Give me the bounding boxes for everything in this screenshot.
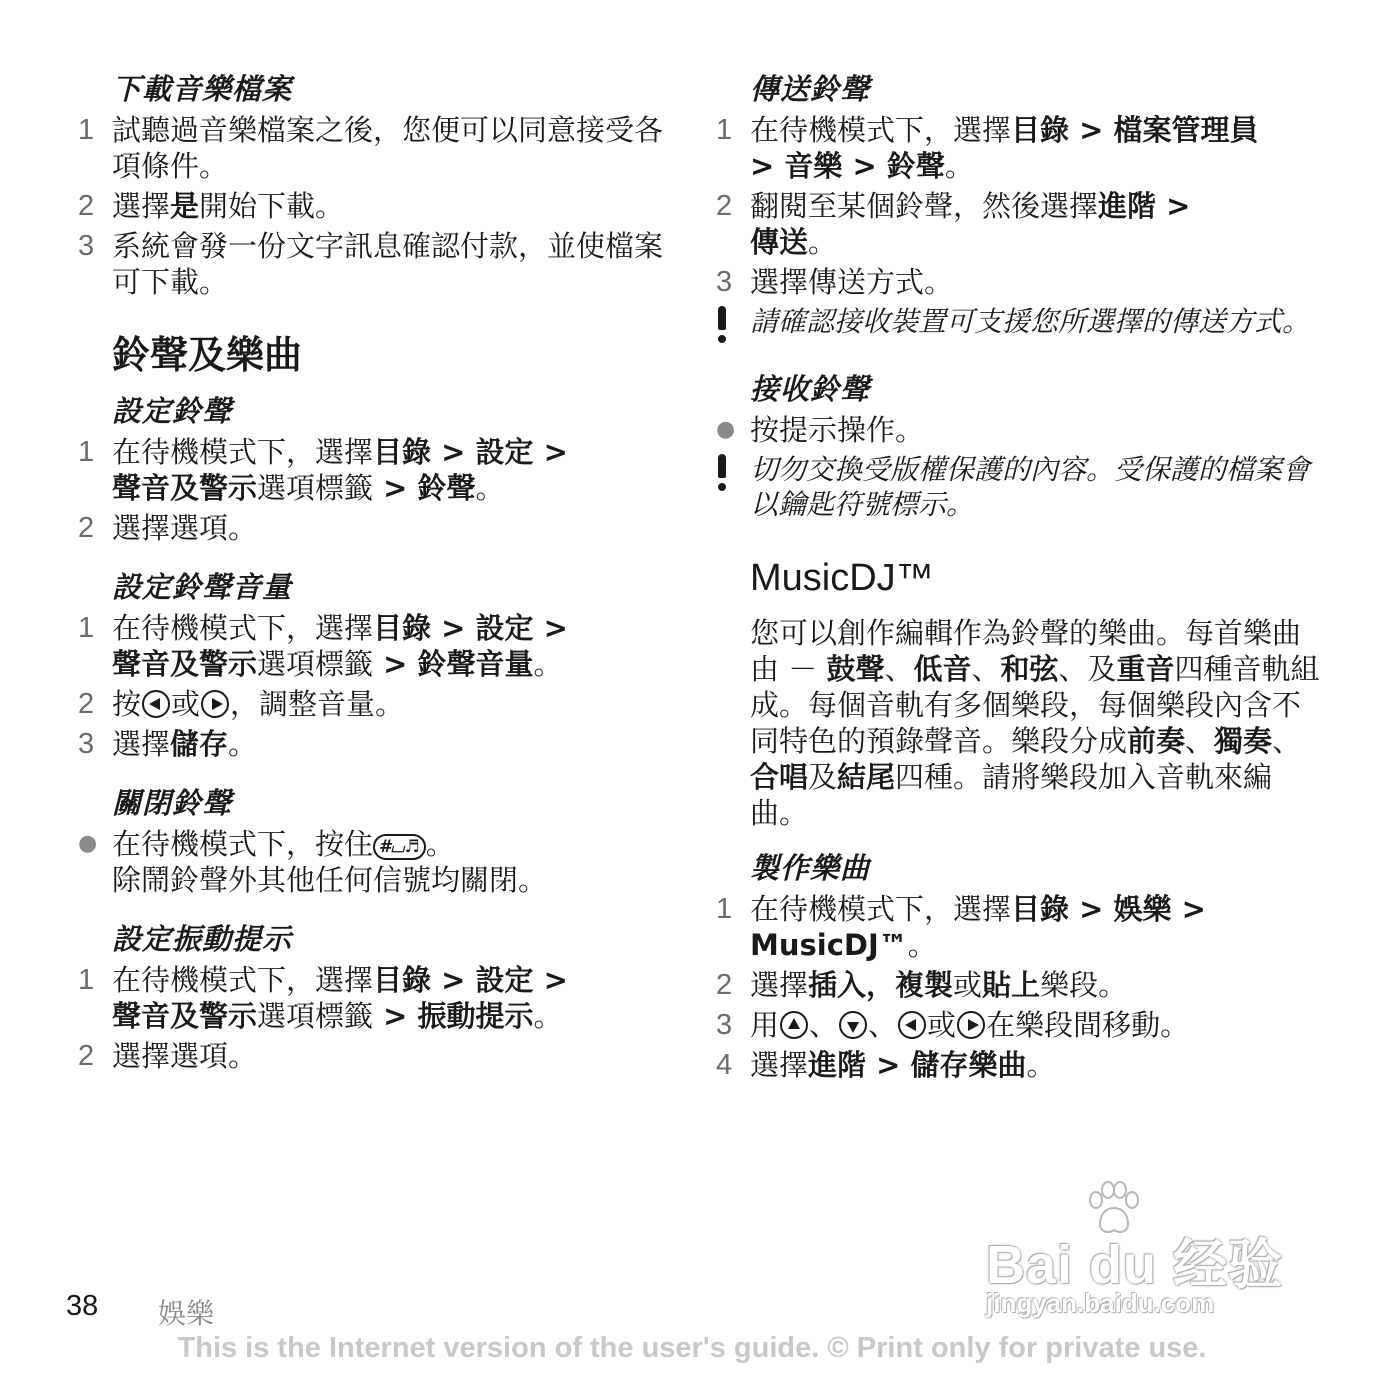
- vibrate-step-1: [78, 962, 678, 1034]
- step-text: 選擇是開始下載。: [112, 189, 345, 223]
- compose-heading: 製作樂曲: [750, 851, 871, 885]
- step-number: 2: [78, 512, 95, 544]
- turn-off-heading: 關閉鈴聲: [112, 786, 233, 820]
- step-number: 2: [78, 688, 95, 720]
- nav-left-icon: [898, 1011, 926, 1039]
- step-text: 用 、 、 或 在樂段間移動。: [750, 1008, 1190, 1042]
- download-step-2: [78, 188, 678, 224]
- nav-right-icon: [201, 690, 229, 718]
- step-text: 選擇傳送方式。: [750, 265, 954, 299]
- step-text: 在待機模式下，選擇目錄 > 檔案管理員 > 音樂 > 鈴聲。: [750, 113, 1259, 183]
- baidu-watermark: [982, 1180, 1312, 1320]
- set-ringtone-heading: 設定鈴聲: [112, 394, 233, 428]
- step-text: 選擇選項。: [112, 1039, 258, 1073]
- vibrate-heading: 設定振動提示: [112, 922, 293, 956]
- step-number: 4: [716, 1049, 733, 1081]
- step-number: 2: [78, 1040, 95, 1072]
- step-text: 選擇進階 > 儲存樂曲。: [750, 1048, 1056, 1082]
- step-text: 翻閱至某個鈴聲，然後選擇進階 > 傳送。: [750, 189, 1191, 259]
- step-number: 1: [78, 436, 95, 468]
- set-ringtone-step-2: [78, 510, 678, 546]
- step-text: 選擇選項。: [112, 511, 258, 545]
- set-volume-step-1: [78, 610, 678, 682]
- step-text: 在待機模式下，選擇目錄 > 設定 > 聲音及警示選項標籤 > 振動提示。: [112, 963, 568, 1033]
- vibrate-step-2: [78, 1038, 678, 1074]
- compose-step-1: [716, 891, 1326, 963]
- step-text: 試聽過音樂檔案之後，您便可以同意接受各項條件。: [112, 113, 664, 183]
- footer-section-name: 娛樂: [158, 1297, 215, 1330]
- step-text: 按 或 ，調整音量。: [112, 687, 405, 721]
- musicdj-title: MusicDJ™: [750, 557, 934, 599]
- nav-up-icon: [780, 1011, 808, 1039]
- turn-off-bullet: [78, 826, 678, 898]
- step-number: 1: [78, 612, 95, 644]
- send-step-1: [716, 112, 1326, 184]
- step-text: 按提示操作。: [750, 413, 925, 447]
- step-number: 3: [78, 230, 95, 262]
- section-title: 鈴聲及樂曲: [112, 333, 303, 377]
- nav-left-icon: [142, 690, 170, 718]
- step-number: 2: [716, 969, 733, 1001]
- download-step-3: [78, 228, 678, 300]
- note-text: 切勿交換受版權保護的內容。受保護的檔案會以鑰匙符號標示。: [750, 453, 1311, 521]
- send-note: [716, 304, 1326, 348]
- receive-bullet: [716, 412, 1326, 448]
- step-text: 選擇儲存。: [112, 727, 258, 761]
- footer-notice: This is the Internet version of the user's guide. © Print only for private use.: [177, 1332, 1207, 1364]
- step-number: 3: [716, 266, 733, 298]
- step-text: 在待機模式下，選擇目錄 > 娛樂 > MusicDJ™。: [750, 892, 1206, 962]
- send-step-2: [716, 188, 1326, 260]
- receive-heading: 接收鈴聲: [750, 372, 871, 406]
- step-number: 2: [716, 190, 733, 222]
- send-heading: 傳送鈴聲: [750, 72, 871, 106]
- compose-step-2: [716, 967, 1326, 1003]
- note-text: 請確認接收裝置可支援您所選擇的傳送方式。: [750, 305, 1311, 338]
- step-text: 在待機模式下，選擇目錄 > 設定 > 聲音及警示選項標籤 > 鈴聲音量。: [112, 611, 568, 681]
- nav-down-icon: [839, 1011, 867, 1039]
- bullet-icon: ●: [716, 417, 736, 442]
- compose-step-4: [716, 1047, 1326, 1083]
- step-text: 系統會發一份文字訊息確認付款，並使檔案可下載。: [112, 229, 664, 299]
- page-number: 38: [66, 1290, 99, 1322]
- compose-step-3: [716, 1007, 1326, 1043]
- step-number: 1: [716, 893, 733, 925]
- bullet-icon: ●: [78, 831, 98, 856]
- download-heading: 下載音樂檔案: [112, 72, 293, 106]
- musicdj-paragraph: 您可以創作編輯作為鈴聲的樂曲。每首樂曲由 － 鼓聲、低音、和弦、及重音四種音軌組成。每個音軌有多個樂段，每個樂段內含不同特色的預錄聲音。樂段分成前奏、獨奏、合唱及結尾四種。請將樂段加入音軌來編曲。: [750, 616, 1320, 830]
- download-step-1: [78, 112, 678, 184]
- step-number: 1: [716, 114, 733, 146]
- step-text: 在待機模式下，按住 #⌴♬ 。 除鬧鈴聲外其他任何信號均關閉。: [112, 827, 548, 897]
- step-number: 3: [78, 728, 95, 760]
- set-volume-step-2: [78, 686, 678, 722]
- step-number: 2: [78, 190, 95, 222]
- watermark-url: jingyan.baidu.com: [986, 1288, 1215, 1318]
- step-number: 3: [716, 1009, 733, 1041]
- set-volume-heading: 設定鈴聲音量: [112, 570, 293, 604]
- set-ringtone-step-1: [78, 434, 678, 506]
- left-column: [78, 70, 678, 1078]
- step-number: 1: [78, 964, 95, 996]
- watermark-logo-text: Bai du 经验: [986, 1235, 1284, 1295]
- nav-right-icon: [957, 1011, 985, 1039]
- step-text: 在待機模式下，選擇目錄 > 設定 > 聲音及警示選項標籤 > 鈴聲。: [112, 435, 568, 505]
- warning-icon: [716, 452, 750, 496]
- send-step-3: [716, 264, 1326, 300]
- set-volume-step-3: [78, 726, 678, 762]
- receive-note: [716, 452, 1326, 522]
- right-column: [716, 70, 1326, 1087]
- hash-key-icon: #⌴♬: [373, 834, 426, 860]
- step-text: 選擇插入，複製或貼上樂段。: [750, 968, 1128, 1002]
- warning-icon: [716, 304, 750, 348]
- step-number: 1: [78, 114, 95, 146]
